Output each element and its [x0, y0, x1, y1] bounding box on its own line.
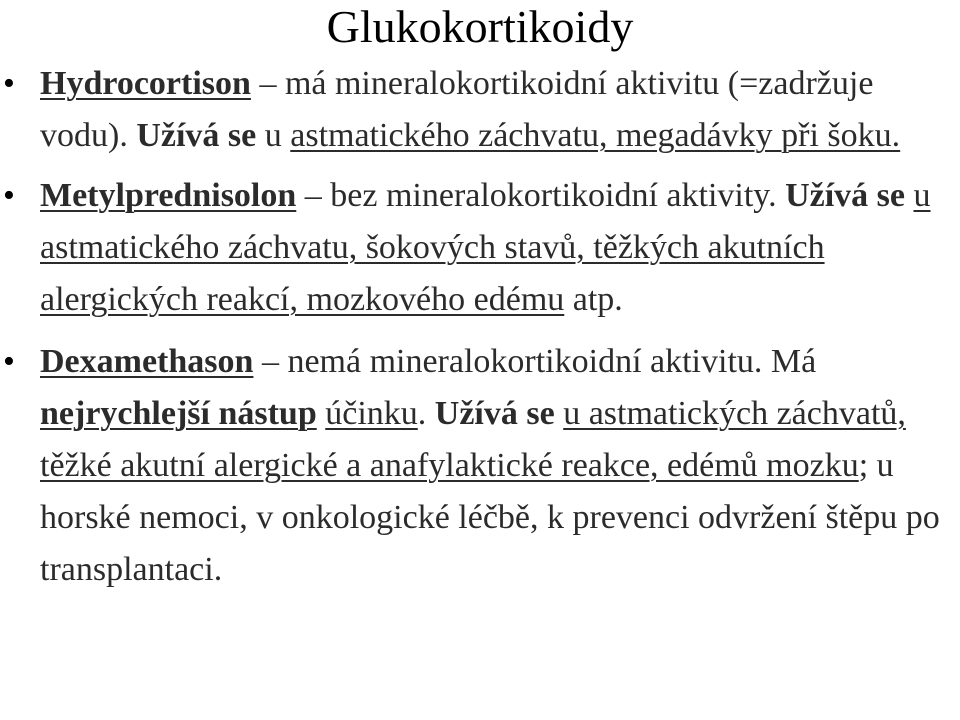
bullet-text: – má mineralokortikoidní aktivitu (=zadržuje vodu).: [40, 65, 874, 154]
bullet-text: [317, 395, 326, 432]
indication-text: u astmatických záchvatů, těžké akutní alergické a anafylaktické reakce, edémů mozku: [40, 395, 906, 484]
effect-text: účinku: [325, 395, 418, 432]
bullet-text: [905, 177, 914, 214]
bullet-hydrocortison: [0, 58, 960, 162]
bullet-text: [555, 395, 564, 432]
bullet-text: .: [417, 395, 435, 432]
bullet-marker: •: [3, 65, 15, 102]
bullet-metylprednisolon: [0, 170, 960, 326]
drug-name: Metylprednisolon: [40, 177, 297, 214]
use-label: Užívá se: [434, 395, 555, 432]
bullet-dexamethason: [0, 336, 960, 596]
bullet-list: [0, 58, 960, 596]
bullet-text: – bez mineralokortikoidní aktivity.: [296, 177, 786, 214]
use-label: Užívá se: [136, 117, 257, 154]
bullet-text: – nemá mineralokortikoidní aktivitu. Má: [253, 343, 817, 380]
indication-text: astmatického záchvatu, megadávky při šoku.: [290, 117, 901, 154]
bullet-text: atp.: [564, 281, 623, 318]
bullet-marker: •: [3, 343, 15, 380]
drug-name: Dexamethason: [40, 343, 254, 380]
bullet-text: u: [256, 117, 291, 154]
bullet-marker: •: [3, 177, 15, 214]
indication-text: u astmatického záchvatu, šokových stavů, těžkých akutních alergických reakcí, mozkového edému: [40, 177, 931, 318]
emphasis-text: nejrychlejší nástup: [40, 395, 317, 432]
use-label: Užívá se: [785, 177, 906, 214]
slide-title: Glukokortikoidy: [326, 1, 634, 52]
bullet-text: ; u horské nemoci, v onkologické léčbě, k prevenci odvržení štěpu po transplantaci.: [40, 447, 940, 588]
drug-name: Hydrocortison: [40, 65, 251, 102]
